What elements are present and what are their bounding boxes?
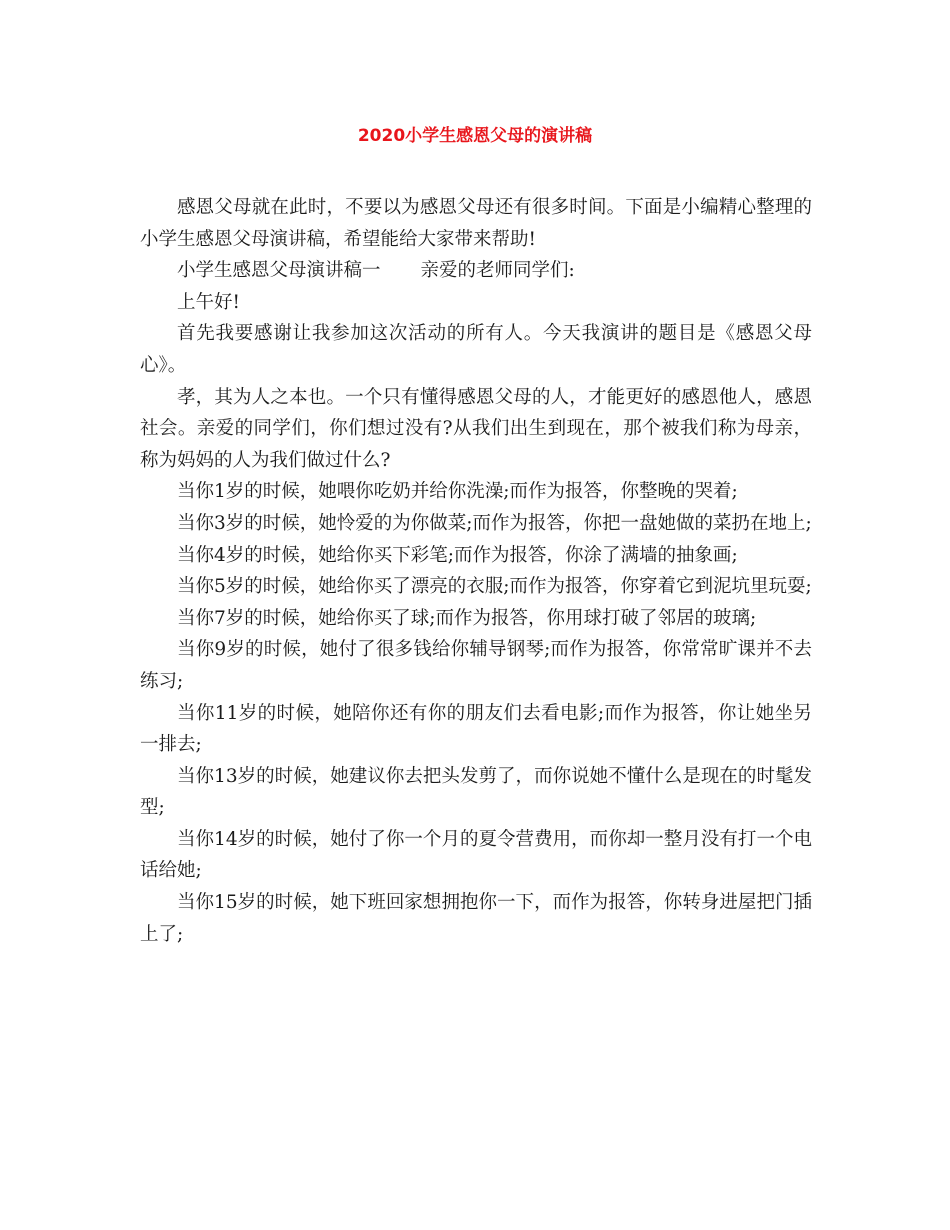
paragraph: 当你4岁的时候，她给你买下彩笔;而作为报答，你涂了满墙的抽象画; [177,544,738,566]
paragraph: 首先我要感谢让我参加这次活动的所有人。今天我演讲的题目是《感恩父母心》。 [140,323,812,376]
paragraph: 孝，其为人之本也。一个只有懂得感恩父母的人，才能更好的感恩他人，感恩社会。亲爱的同学们，你们想过没有?从我们出生到现在，那个被我们称为母亲，称为妈妈的人为我们做过什么? [140,386,812,471]
paragraph: 当你5岁的时候，她给你买了漂亮的衣服;而作为报答，你穿着它到泥坑里玩耍; [177,576,812,598]
paragraph-intro: 感恩父母就在此时，不要以为感恩父母还有很多时间。下面是小编精心整理的小学生感恩父母演讲稿，希望能给大家带来帮助! [140,197,812,250]
paragraph: 当你15岁的时候，她下班回家想拥抱你一下，而作为报答，你转身进屋把门插上了; [140,892,812,945]
paragraph: 当你9岁的时候，她付了很多钱给你辅导钢琴;而作为报答，你常常旷课并不去练习; [140,639,812,692]
paragraph: 当你11岁的时候，她陪你还有你的朋友们去看电影;而作为报答，你让她坐另一排去; [140,702,812,756]
paragraph-greeting: 上午好! [177,291,240,313]
paragraph-heading [140,255,812,287]
paragraph: 当你14岁的时候，她付了你一个月的夏令营费用，而你却一整月没有打一个电话给她; [140,828,812,882]
paragraph: 当你7岁的时候，她给你买了球;而作为报答，你用球打破了邻居的玻璃; [177,607,757,629]
paragraph: 当你1岁的时候，她喂你吃奶并给你洗澡;而作为报答，你整晚的哭着; [177,481,738,503]
document-body [140,192,812,950]
salutation: 亲爱的老师同学们: [420,260,575,282]
speech-heading: 小学生感恩父母演讲稿一 [177,260,381,282]
document-title: 2020小学生感恩父母的演讲稿 [357,126,593,146]
paragraph: 当你13岁的时候，她建议你去把头发剪了，而你说她不懂什么是现在的时髦发型; [140,765,812,819]
paragraph: 当你3岁的时候，她怜爱的为你做菜;而作为报答，你把一盘她做的菜扔在地上; [177,512,812,534]
